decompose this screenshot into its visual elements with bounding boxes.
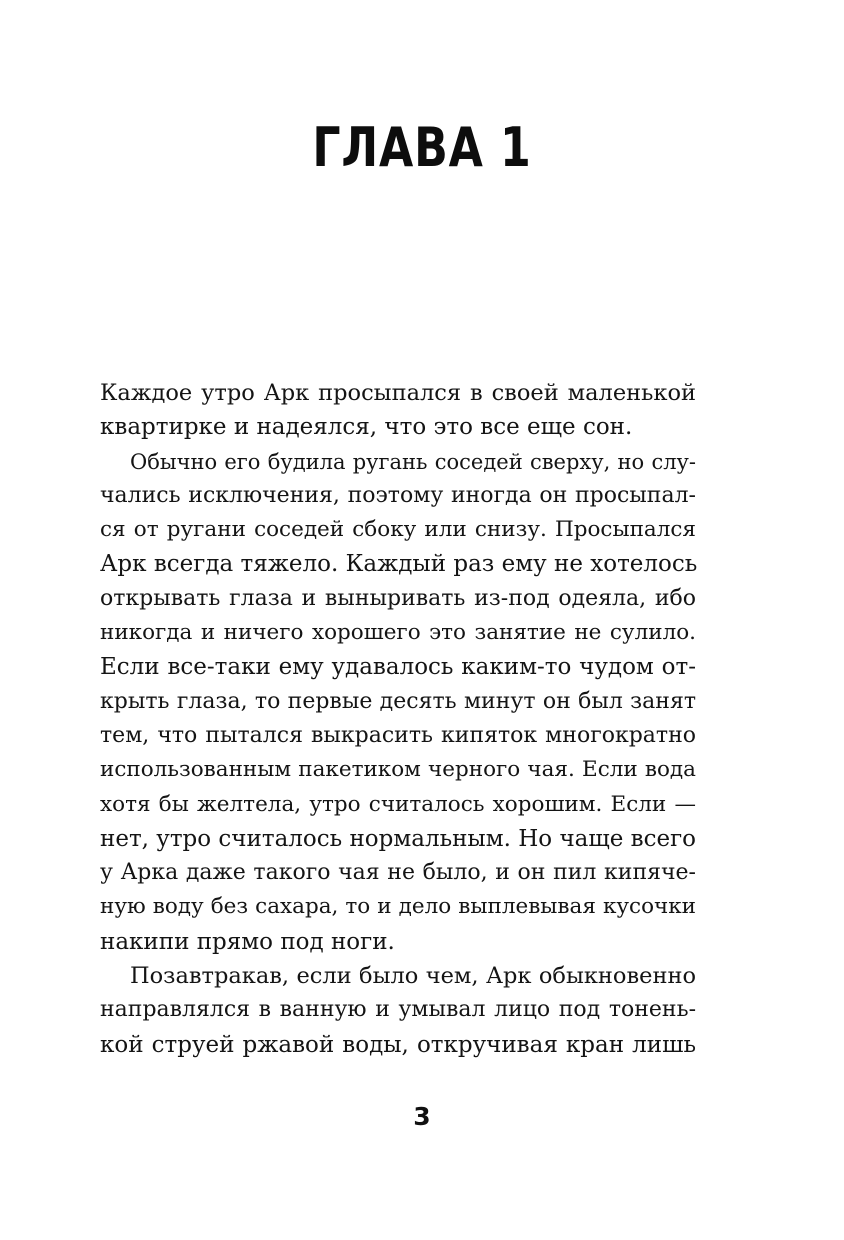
text-line: кой струей ржавой воды, откручивая кран лишь (100, 1031, 696, 1058)
text-line: Каждое утро Арк просыпался в своей маленькой (100, 380, 696, 406)
text-line: квартирке и надеялся, что это все еще сон. (100, 414, 633, 441)
text-line: использованным пакетиком черного чая. Если вода (100, 757, 696, 783)
text-line: ся от ругани соседей сбоку или снизу. Просыпался (100, 517, 696, 543)
text-line: открывать глаза и выныривать из-под одеяла, ибо (100, 585, 696, 611)
text-line: накипи прямо под ноги. (100, 928, 395, 955)
text-line: никогда и ничего хорошего это занятие не сулило. (100, 620, 696, 646)
text-line: Позавтракав, если было чем, Арк обыкновенно (130, 963, 696, 990)
text-line: нет, утро считалось нормальным. Но чаще всего (100, 825, 697, 852)
text-line: Обычно его будила ругань соседей сверху, но слу- (130, 449, 696, 474)
body-text (100, 376, 696, 1062)
text-line: направлялся в ванную и умывал лицо под тонень- (100, 997, 696, 1023)
text-line: тем, что пытался выкрасить кипяток многократно (100, 722, 696, 748)
text-line: ную воду без сахара, то и дело выплевывая кусочки (100, 894, 696, 920)
text-line: у Арка даже такого чая не было, и он пил кипяче- (100, 860, 696, 886)
text-line: хотя бы желтела, утро считалось хорошим. Если — (100, 791, 696, 817)
text-line: крыть глаза, то первые десять минут он был занят (100, 688, 696, 714)
chapter-title: ГЛАВА 1 (312, 116, 532, 179)
page-number: 3 (413, 1102, 431, 1131)
text-line: чались исключения, поэтому иногда он просыпал- (100, 482, 696, 508)
text-line: Если все-таки ему удавалось каким-то чудом от- (100, 654, 696, 681)
text-line: Арк всегда тяжело. Каждый раз ему не хотелось (100, 551, 698, 578)
